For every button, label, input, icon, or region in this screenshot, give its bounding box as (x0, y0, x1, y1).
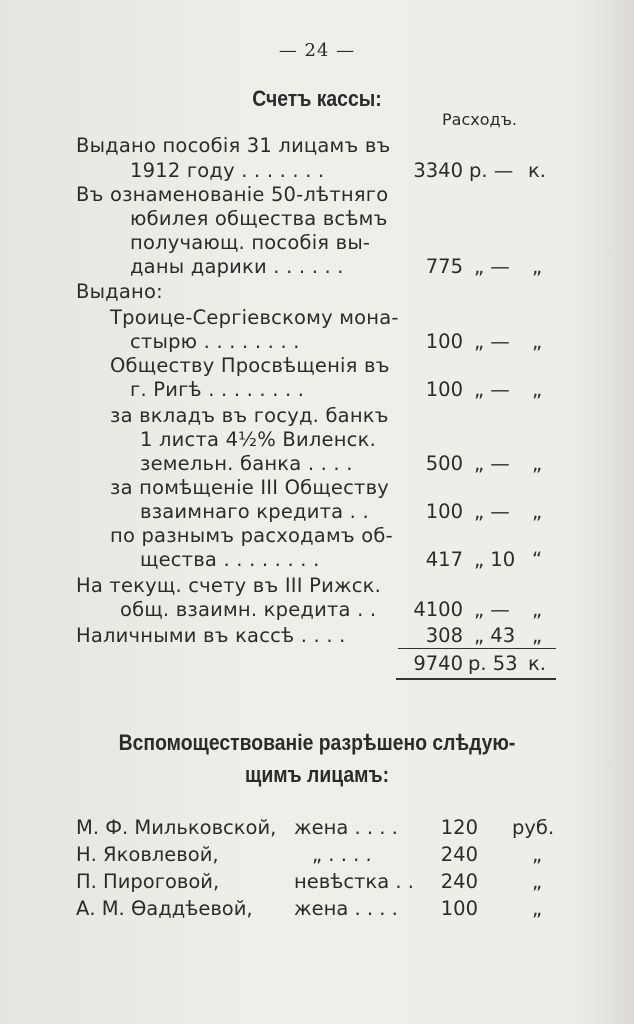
entry-line: стырю . . . . . . . . (130, 330, 300, 353)
total-amount: 9740 (413, 652, 463, 675)
aid-name: М. Ф. Мильковской, (76, 816, 277, 839)
entry-amount: 308 (425, 624, 463, 647)
entry-line: земельн. банка . . . . (140, 452, 353, 475)
entry-line: Наличными въ кассѣ . . . . (76, 624, 346, 647)
aid-amount: 240 (440, 843, 478, 866)
entry-line: 1 листа 4½% Виленск. (140, 428, 376, 451)
page-number: — 24 — (278, 40, 356, 61)
entry-rubles: „ 43 (474, 624, 516, 647)
aid-title-line-1: Вспомоществованіе разрѣшено слѣдую- (118, 730, 516, 755)
entry-amount: 100 (425, 330, 463, 353)
aid-amount: 120 (440, 816, 478, 839)
entry-amount: 4100 (413, 598, 463, 621)
entry-line: 1912 году . . . . . . . (130, 159, 325, 182)
aid-relation: жена . . . . (294, 816, 398, 839)
entry-line: На текущ. счету въ III Рижск. (76, 574, 382, 597)
total-kopecks: к. (528, 652, 546, 675)
aid-unit: „ (532, 870, 543, 893)
entry-kopecks: “ (532, 548, 543, 571)
entry-line: Въ ознаменованіе 50-лѣтняго (76, 183, 389, 206)
entry-kopecks: к. (528, 159, 546, 182)
aid-relation: „ . . . . (312, 843, 372, 866)
entry-rubles: „ — (474, 452, 510, 475)
total-rubles: р. 53 (468, 652, 518, 675)
entry-line: юбилея общества всѣмъ (130, 207, 388, 230)
account-title: Счетъ кассы: (252, 86, 382, 111)
entry-rubles: „ — (474, 378, 510, 401)
entry-line: по разнымъ расходамъ об- (110, 524, 393, 547)
column-header-expense: Расходъ. (442, 110, 517, 129)
entry-amount: 417 (425, 548, 463, 571)
entry-kopecks: „ (532, 378, 543, 401)
entry-kopecks: „ (532, 500, 543, 523)
entry-amount: 3340 (413, 159, 463, 182)
aid-title-line-2: щимъ лицамъ: (244, 762, 390, 787)
entry-line: г. Ригѣ . . . . . . . . (130, 378, 305, 401)
total-double-rule (396, 678, 556, 680)
entry-rubles: р. — (469, 159, 514, 182)
entry-amount: 100 (425, 500, 463, 523)
entry-rubles: „ — (474, 598, 510, 621)
entry-line: щества . . . . . . . . (140, 548, 320, 571)
aid-amount: 100 (440, 897, 478, 920)
entry-line: Выдано: (76, 280, 163, 303)
aid-amount: 240 (440, 870, 478, 893)
entry-line: даны дарики . . . . . . (130, 255, 344, 278)
aid-name: А. М. Ѳаддѣевой, (76, 897, 253, 920)
entry-kopecks: „ (532, 598, 543, 621)
entry-line: получающ. пособія вы- (130, 231, 371, 254)
entry-line: общ. взаимн. кредита . . (120, 598, 377, 621)
aid-unit: „ (532, 843, 543, 866)
aid-relation: жена . . . . (294, 897, 398, 920)
entry-line: за помѣщеніе III Обществу (110, 476, 390, 499)
entry-kopecks: „ (532, 624, 543, 647)
entry-kopecks: „ (532, 330, 543, 353)
entry-line: за вкладъ въ госуд. банкъ (110, 404, 389, 427)
sum-rule (398, 648, 556, 649)
aid-unit: руб. (512, 816, 555, 839)
aid-name: П. Пироговой, (76, 870, 220, 893)
entry-rubles: „ — (474, 255, 510, 278)
entry-amount: 775 (425, 255, 463, 278)
entry-rubles: „ 10 (474, 548, 516, 571)
entry-kopecks: „ (532, 452, 543, 475)
entry-rubles: „ — (474, 330, 510, 353)
aid-name: Н. Яковлевой, (76, 843, 219, 866)
entry-line: взаимнаго кредита . . (140, 500, 369, 523)
aid-unit: „ (532, 897, 543, 920)
entry-line: Выдано пособія 31 лицамъ въ (76, 134, 391, 157)
entry-amount: 100 (425, 378, 463, 401)
entry-rubles: „ — (474, 500, 510, 523)
aid-relation: невѣстка . . (294, 870, 414, 893)
entry-amount: 500 (425, 452, 463, 475)
entry-line: Троице-Сергіевскому мона- (110, 306, 399, 329)
entry-kopecks: „ (532, 255, 543, 278)
entry-line: Обществу Просвѣщенія въ (110, 354, 390, 377)
